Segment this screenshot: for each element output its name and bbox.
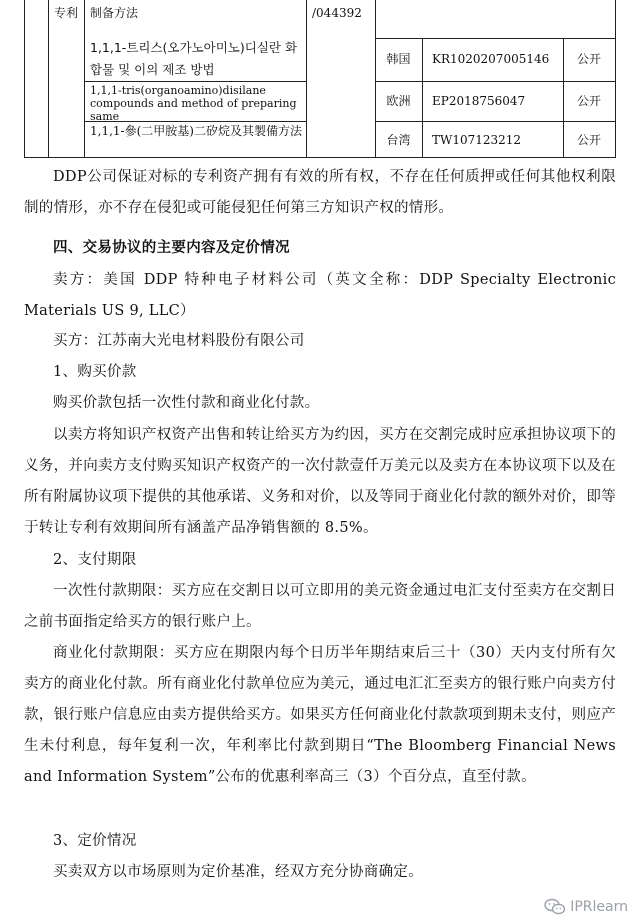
patent-title-kr: 1,1,1-트리스(오가노아미노)디실란 화합물 및 이의 제조 방법	[90, 40, 298, 77]
commercial-payment-paragraph: 商业化付款期限：买方应在期限内每个日历半年期结束后三十（30）天内支付所有欠卖方的商业化付款。所有商业化付款单位应为美元，通过电汇汇至卖方的银行账户向卖方付款，银行账户信息应由卖方提供给买方。如果买方任何商业化付款款项到期未支付，则应产生未付利息，每年复利一次，年利率比付款到期日“The Bloomberg Financial News and Information System”公布的优惠利率高三（3）个百分点，直至付款。	[24, 645, 616, 785]
patent-table	[24, 0, 616, 158]
country-tw: 台湾	[386, 133, 411, 147]
subsection-3: 3、定价情况	[53, 833, 137, 849]
pricing-paragraph: 买卖双方以市场原则为定价基准，经双方充分协商确定。	[53, 864, 423, 880]
country-eu: 欧洲	[386, 94, 411, 108]
patent-title-tw: 1,1,1-參(二甲胺基)二矽烷及其製備方法	[90, 124, 302, 138]
method-header-cell: 制备方法	[90, 6, 139, 20]
patent-number-kr: KR1020207005146	[432, 52, 550, 66]
status-tw: 公开	[576, 133, 601, 147]
subsection-1: 1、购买价款	[53, 364, 137, 380]
buyer-paragraph: 买方：江苏南大光电材料股份有限公司	[53, 333, 305, 349]
status-eu: 公开	[576, 94, 601, 108]
patent-title-en: 1,1,1-tris(organoamino)disilane compounds and method of preparing same	[90, 84, 297, 123]
country-kr: 韩国	[386, 52, 411, 66]
subsection-2: 2、支付期限	[53, 552, 137, 568]
number-cell-top: /044392	[312, 6, 362, 20]
watermark	[544, 898, 628, 916]
consideration-paragraph: 以卖方将知识产权资产出售和转让给买方为约因，买方在交割完成时应承担协议项下的义务，并向卖方支付购买知识产权资产的一次付款壹仟万美元以及卖方在本协议项下以及在所有附属协议项下提供的其他承诺、义务和对价，以及等同于商业化付款的额外对价，即等于转让专利有效期间所有涵盖产品净销售额的 8.5%。	[24, 427, 616, 536]
purchase-price-paragraph: 购买价款包括一次性付款和商业化付款。	[53, 395, 320, 411]
lump-sum-paragraph: 一次性付款期限：买方应在交割日以可立即用的美元资金通过电汇支付至卖方在交割日之前书面指定给买方的银行账户上。	[24, 583, 616, 630]
wechat-icon	[544, 898, 566, 916]
patent-type-cell: 专利	[54, 6, 79, 20]
section-heading-4: 四、交易协议的主要内容及定价情况	[53, 240, 290, 256]
patent-number-eu: EP2018756047	[432, 94, 526, 108]
seller-paragraph: 卖方：美国 DDP 特种电子材料公司（英文全称：DDP Specialty Electronic Materials US 9, LLC）	[24, 272, 616, 319]
ownership-paragraph: DDP公司保证对标的专利资产拥有有效的所有权，不存在任何质押或任何其他权利限制的情形，亦不存在侵犯或可能侵犯任何第三方知识产权的情形。	[24, 169, 616, 216]
status-kr: 公开	[576, 52, 601, 66]
patent-number-tw: TW107123212	[432, 133, 522, 147]
watermark-text: IPRlearn	[570, 899, 628, 915]
